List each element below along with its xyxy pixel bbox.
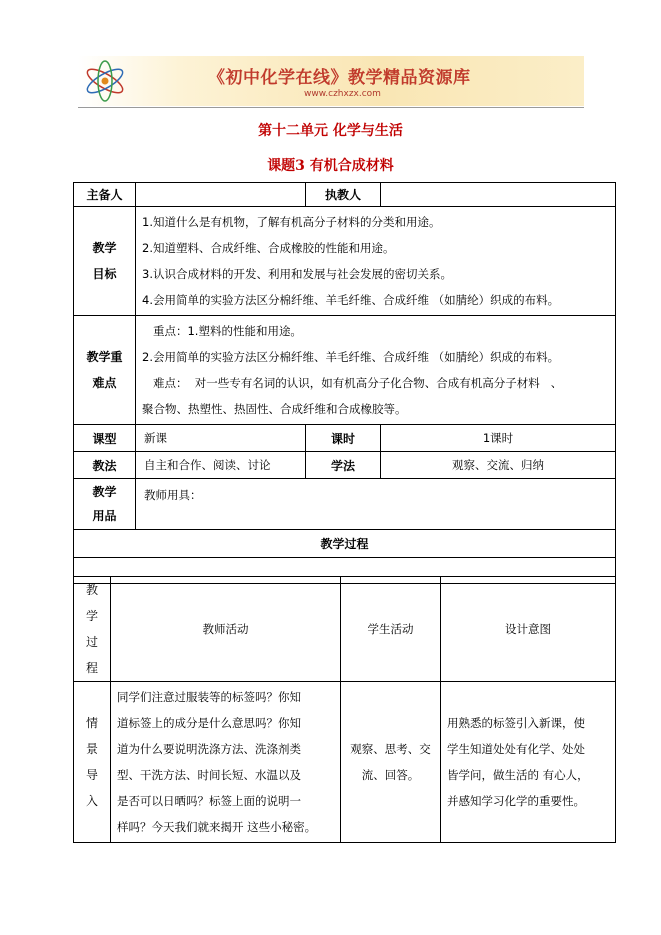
student-activity-cell: 观察、思考、交 流、回答。 [341, 682, 441, 843]
lesson-title: 课题3 有机合成材料 [267, 158, 394, 174]
teacher-activity-cell: 同学们注意过服装等的标签吗？你知 道标签上的成分是什么意思吗？你知 道为什么要说明洗涤方法、洗涤剂类 型、干洗方法、时间长短、水温以及 是否可以日晒吗？标签上面的说明一 样吗？今天我们就来揭开 这些小秘密。 [111, 682, 341, 843]
keypoints-label: 教学重 难点 [74, 316, 136, 425]
objectives-label: 教学 目标 [74, 207, 136, 316]
objective-item: 1.知道什么是有机物，了解有机高分子材料的分类和用途。 [142, 215, 441, 229]
objective-item: 2.知道塑料、合成纤维、合成橡胶的性能和用途。 [142, 241, 395, 255]
banner-title: 《初中化学在线》教学精品资源库 [208, 68, 471, 88]
keypoint-item: 2.会用简单的实验方法区分棉纤维、羊毛纤维、合成纤维 （如腈纶）织成的布料。 [142, 350, 560, 364]
unit-title: 第十二单元 化学与生活 [258, 123, 403, 139]
lesson-type-label: 课型 [74, 425, 136, 452]
study-method-value: 观察、交流、归纳 [381, 452, 616, 479]
banner-divider [78, 107, 584, 108]
keypoint-item: 难点： 对一些专有名词的认识，如有机高分子化合物、合成有机高分子材料 、 [142, 376, 563, 390]
lesson-type-value: 新课 [136, 425, 306, 452]
table-row [74, 682, 616, 843]
class-hours-label: 课时 [306, 425, 381, 452]
process-stage-header: 教 学 过 程 [74, 577, 111, 682]
objectives-list [136, 207, 616, 316]
teaching-tools-label: 教学 用品 [74, 479, 136, 530]
atom-logo-icon [82, 58, 128, 104]
lesson-plan-table [73, 182, 616, 584]
objective-item: 3.认识合成材料的开发、利用和发展与社会发展的密切关系。 [142, 267, 452, 281]
process-heading: 教学过程 [74, 530, 616, 558]
preparer-value [136, 183, 306, 207]
teaching-method-label: 教法 [74, 452, 136, 479]
keypoints-list [136, 316, 616, 425]
design-intent-header: 设计意图 [441, 577, 616, 682]
process-stage-cell: 情 景 导 入 [74, 682, 111, 843]
teacher-activity-header: 教师活动 [111, 577, 341, 682]
teaching-method-value: 自主和合作、阅读、讨论 [136, 452, 306, 479]
keypoint-item: 聚合物、热塑性、热固性、合成纤维和合成橡胶等。 [142, 402, 407, 416]
banner-url: www.czhxzx.com [304, 89, 381, 99]
teaching-tools-value: 教师用具： [136, 479, 616, 530]
teaching-process-table [73, 576, 616, 843]
keypoint-item: 重点：1.塑料的性能和用途。 [142, 324, 302, 338]
class-hours-value: 1课时 [381, 425, 616, 452]
teacher-value [381, 183, 616, 207]
preparer-label: 主备人 [74, 183, 136, 207]
teacher-label: 执教人 [306, 183, 381, 207]
student-activity-header: 学生活动 [341, 577, 441, 682]
objective-item: 4.会用简单的实验方法区分棉纤维、羊毛纤维、合成纤维 （如腈纶）织成的布料。 [142, 293, 560, 307]
study-method-label: 学法 [306, 452, 381, 479]
design-intent-cell: 用熟悉的标签引入新课，使 学生知道处处有化学、处处 皆学问，做生活的 有心人， 并感知学习化学的重要性。 [441, 682, 616, 843]
